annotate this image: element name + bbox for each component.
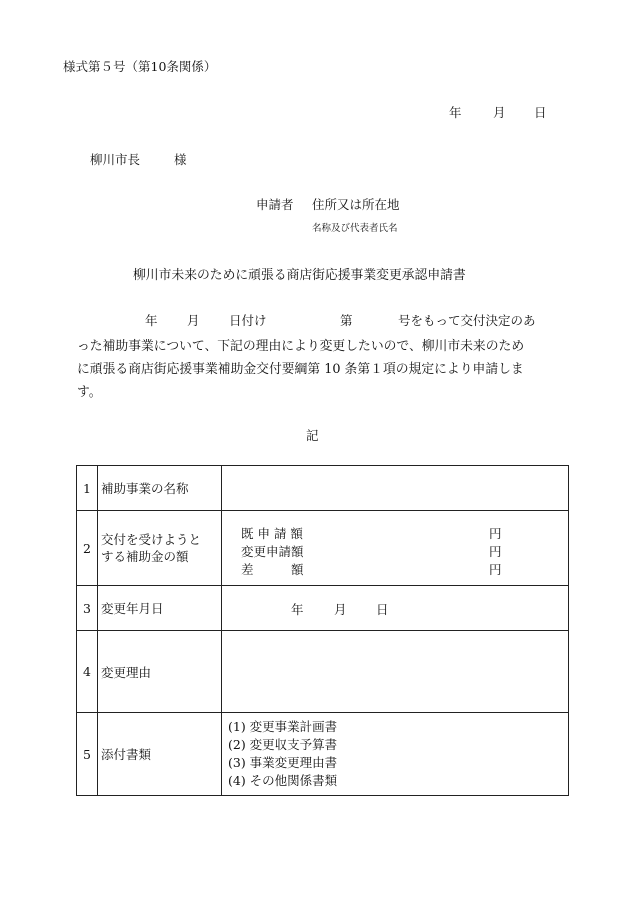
row-label: 添付書類 — [98, 713, 222, 796]
addressee-honorific: 様 — [174, 152, 187, 167]
table-row — [77, 631, 569, 713]
row-label: 補助事業の名称 — [98, 466, 222, 511]
subsidy-amount-field[interactable] — [222, 511, 569, 586]
addressee-name: 柳川市長 — [90, 152, 141, 167]
attachment-item: (1) 変更事業計画書 — [228, 719, 338, 734]
difference-unit: 円 — [489, 562, 502, 577]
changed-amount-unit: 円 — [489, 544, 502, 559]
attachment-item: (2) 変更収支予算書 — [228, 737, 338, 752]
row-label: 変更理由 — [98, 631, 222, 713]
table-row — [77, 586, 569, 631]
applicant-address-label: 住所又は所在地 — [312, 197, 400, 212]
application-table — [76, 465, 569, 796]
date-month-label: 月 — [493, 105, 506, 120]
document-title: 柳川市未来のために頑張る商店街応援事業変更承認申請書 — [133, 268, 466, 283]
change-day-label: 日 — [376, 602, 389, 617]
body-line3: に頑張る商店街応援事業補助金交付要綱第 10 条第１項の規定により申請しま — [77, 362, 524, 377]
project-name-field[interactable] — [222, 466, 569, 511]
attachment-item: (4) その他関係書類 — [228, 773, 338, 788]
table-row — [77, 466, 569, 511]
row-label-line1: 交付を受けようと — [101, 532, 202, 547]
row-number: 5 — [77, 713, 98, 796]
changed-amount-label: 変更申請額 — [241, 544, 304, 559]
change-date-field[interactable] — [222, 586, 569, 631]
row-label — [98, 511, 222, 586]
date-year-label: 年 — [449, 105, 462, 120]
attachments-list — [222, 713, 569, 796]
body-day-ref: 日付け — [229, 313, 267, 328]
table-row — [77, 511, 569, 586]
body-dai: 第 — [340, 313, 353, 328]
change-month-label: 月 — [334, 602, 347, 617]
existing-amount-label: 既 申 請 額 — [241, 526, 303, 541]
change-reason-field[interactable] — [222, 631, 569, 713]
body-month: 月 — [187, 313, 200, 328]
body-line2: った補助事業について、下記の理由により変更したいので、柳川市未来のため — [77, 339, 525, 354]
row-label: 変更年月日 — [98, 586, 222, 631]
applicant-name-label: 名称及び代表者氏名 — [312, 223, 398, 234]
row-number: 2 — [77, 511, 98, 586]
applicant-label: 申請者 — [256, 197, 294, 212]
change-year-label: 年 — [291, 602, 304, 617]
difference-label: 差 額 — [241, 562, 304, 577]
ki-heading: 記 — [306, 428, 319, 443]
row-label-line2: する補助金の額 — [101, 549, 189, 564]
body-year: 年 — [145, 313, 158, 328]
table-row — [77, 713, 569, 796]
row-number: 4 — [77, 631, 98, 713]
row-number: 1 — [77, 466, 98, 511]
row-number: 3 — [77, 586, 98, 631]
attachment-item: (3) 事業変更理由書 — [228, 755, 338, 770]
body-line1-rest: 号をもって交付決定のあ — [398, 313, 536, 328]
form-number: 様式第５号（第10条関係） — [63, 59, 217, 74]
date-day-label: 日 — [534, 105, 547, 120]
body-line4: す。 — [77, 385, 102, 400]
existing-amount-unit: 円 — [489, 526, 502, 541]
